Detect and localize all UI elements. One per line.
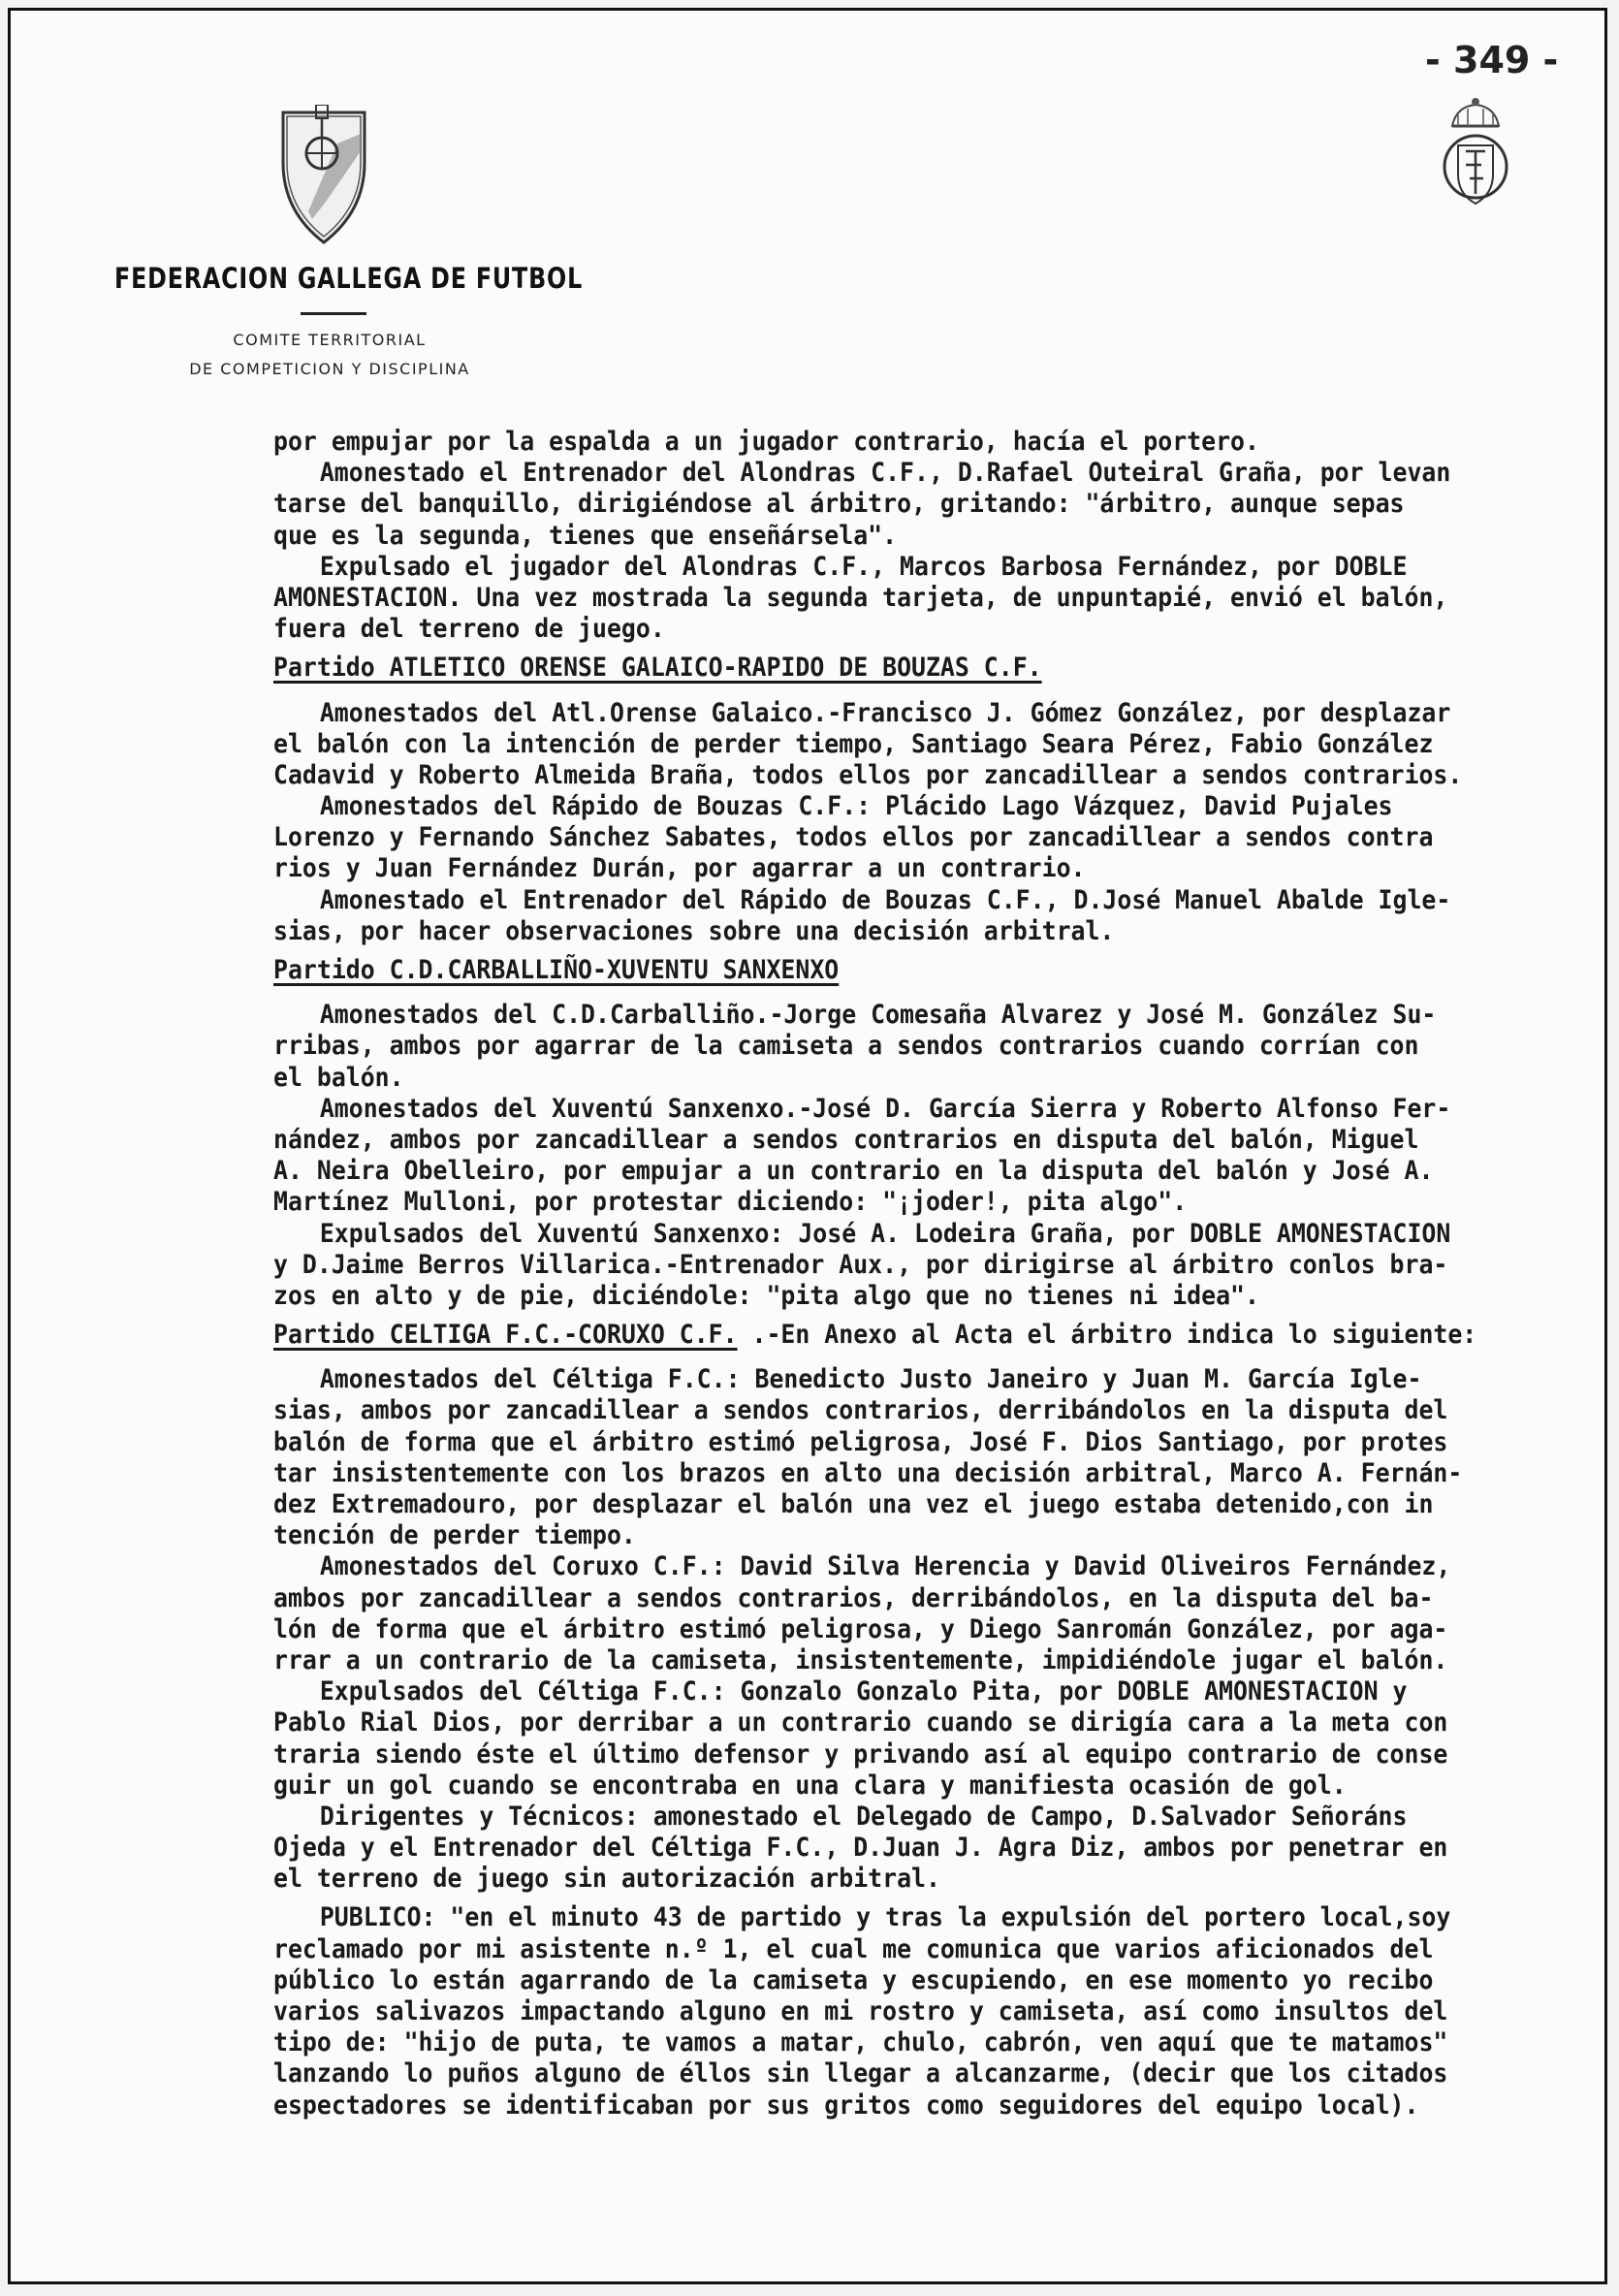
- match-heading: [273, 1320, 1486, 1351]
- document-body: [273, 427, 1486, 2121]
- paragraph: [273, 1094, 1486, 1219]
- text-line: Amonestados del Atl.Orense Galaico.-Francisco J. Gómez González, por desplazar: [319, 697, 1451, 728]
- paragraph: [273, 1219, 1486, 1313]
- match-title: Partido C.D.CARBALLIÑO-XUVENTU SANXENXO: [273, 955, 840, 985]
- text-line: sias, por hacer observaciones sobre una decisión arbitral.: [273, 915, 1115, 946]
- text-line: PUBLICO: "en el minuto 43 de partido y tras la expulsión del portero local,soy: [319, 1902, 1451, 1933]
- organization-name: FEDERACION GALLEGA DE FUTBOL: [114, 262, 584, 295]
- committee-name: [136, 326, 524, 384]
- paragraph: [273, 427, 1486, 458]
- match-title: Partido CELTIGA F.C.-CORUXO C.F.: [273, 1320, 738, 1351]
- paragraph: [273, 698, 1486, 792]
- paragraph: [273, 1802, 1486, 1896]
- text-line: tipo de: "hijo de puta, te vamos a matar, chulo, cabrón, ven aquí que te matamos": [273, 2027, 1448, 2058]
- text-line: Expulsado el jugador del Alondras C.F., Marcos Barbosa Fernández, por DOBLE: [319, 551, 1408, 582]
- text-line: AMONESTACION. Una vez mostrada la segunda tarjeta, de unpuntapié, envió el balón,: [273, 582, 1448, 613]
- text-line: Amonestados del Rápido de Bouzas C.F.: Plácido Lago Vázquez, David Pujales: [319, 791, 1393, 822]
- text-line: Cadavid y Roberto Almeida Braña, todos ellos por zancadillear a sendos contrarios.: [273, 759, 1463, 790]
- text-line: Lorenzo y Fernando Sánchez Sabates, todos ellos por zancadillear a sendos contra: [273, 822, 1434, 853]
- text-line: lón de forma que el árbitro estimó peligrosa, y Diego Sanromán González, por aga-: [273, 1613, 1448, 1644]
- text-line: espectadores se identificaban por sus gritos como seguidores del equipo local).: [273, 2089, 1419, 2121]
- text-line: tención de perder tiempo.: [273, 1520, 636, 1551]
- text-line: rribas, ambos por agarrar de la camiseta a sendos contrarios cuando corrían con: [273, 1031, 1419, 1062]
- text-line: sias, ambos por zancadillear a sendos contrarios, derribándolos en la disputa del: [273, 1395, 1448, 1426]
- text-line: traria siendo éste el último defensor y privando así al equipo contrario de conse: [273, 1738, 1448, 1770]
- text-line: lanzando lo puños alguno de éllos sin llegar a alcanzarme, (decir que los citados: [273, 2058, 1448, 2089]
- royal-federation-crest-logo: [1437, 97, 1514, 215]
- text-line: público lo están agarrando de la camiseta y escupiendo, en ese momento yo recibo: [273, 1964, 1434, 1995]
- paragraph: [273, 1364, 1486, 1551]
- text-line: que es la segunda, tienes que enseñársela".: [273, 520, 898, 551]
- text-line: Amonestados del Xuventú Sanxenxo.-José D. García Sierra y Roberto Alfonso Fer-: [319, 1093, 1451, 1124]
- text-line: Ojeda y el Entrenador del Céltiga F.C., D.Juan J. Agra Diz, ambos por penetrar en: [273, 1833, 1448, 1864]
- federation-shield-logo: [279, 105, 368, 245]
- text-line: y D.Jaime Berros Villarica.-Entrenador Aux., por dirigirse al árbitro conlos bra-: [273, 1249, 1448, 1280]
- text-line: Expulsados del Céltiga F.C.: Gonzalo Gonzalo Pita, por DOBLE AMONESTACION y: [319, 1676, 1408, 1707]
- text-line: fuera del terreno de juego.: [273, 614, 665, 645]
- text-line: tar insistentemente con los brazos en alto una decisión arbitral, Marco A. Fernán-: [273, 1457, 1463, 1488]
- header-divider: [301, 312, 366, 315]
- spacer: [273, 1895, 1486, 1902]
- text-line: Amonestado el Entrenador del Alondras C.F., D.Rafael Outeiral Graña, por levan: [319, 458, 1451, 489]
- text-line: el balón.: [273, 1062, 404, 1093]
- text-line: Amonestado el Entrenador del Rápido de Bouzas C.F., D.José Manuel Abalde Igle-: [319, 884, 1451, 915]
- paragraph: [273, 885, 1486, 947]
- paragraph: [273, 1551, 1486, 1676]
- paragraph: [273, 458, 1486, 552]
- text-line: Amonestados del Coruxo C.F.: David Silva Herencia y David Oliveiros Fernández,: [319, 1551, 1451, 1582]
- match-heading-note: .-En Anexo al Acta el árbitro indica lo siguiente:: [737, 1320, 1477, 1351]
- text-line: reclamado por mi asistente n.º 1, el cual me comunica que varios aficionados del: [273, 1933, 1434, 1964]
- match-title: Partido ATLETICO ORENSE GALAICO-RAPIDO DE BOUZAS C.F.: [273, 653, 1042, 684]
- paragraph: [273, 1676, 1486, 1802]
- text-line: varios salivazos impactando alguno en mi rostro y camiseta, así como insultos del: [273, 1996, 1448, 2026]
- paragraph: [273, 552, 1486, 646]
- paragraph: [273, 1902, 1486, 2121]
- paragraph: [273, 791, 1486, 885]
- match-heading: [273, 653, 1486, 684]
- text-line: dez Extremadouro, por desplazar el balón una vez el juego estaba detenido,con in: [273, 1489, 1434, 1519]
- text-line: tarse del banquillo, dirigiéndose al árbitro, gritando: "árbitro, aunque sepas: [273, 489, 1405, 520]
- text-line: A. Neira Obelleiro, por empujar a un contrario en la disputa del balón y José A.: [273, 1156, 1434, 1187]
- page-number: - 349 -: [1425, 39, 1559, 81]
- committee-line-2: DE COMPETICION Y DISCIPLINA: [189, 360, 470, 378]
- text-line: Amonestados del C.D.Carballiño.-Jorge Comesaña Alvarez y José M. González Su-: [319, 1000, 1437, 1031]
- match-heading: [273, 955, 1486, 986]
- text-line: Martínez Mulloni, por protestar diciendo: "¡joder!, pita algo".: [273, 1187, 1188, 1218]
- text-line: nández, ambos por zancadillear a sendos contrarios en disputa del balón, Miguel: [273, 1124, 1419, 1155]
- text-line: por empujar por la espalda a un jugador contrario, hacía el portero.: [273, 427, 1259, 457]
- committee-line-1: COMITE TERRITORIAL: [233, 331, 427, 349]
- text-line: balón de forma que el árbitro estimó peligrosa, José F. Dios Santiago, por protes: [273, 1426, 1448, 1457]
- text-line: guir un gol cuando se encontraba en una clara y manifiesta ocasión de gol.: [273, 1770, 1347, 1801]
- text-line: el balón con la intención de perder tiempo, Santiago Seara Pérez, Fabio González: [273, 728, 1434, 759]
- text-line: Pablo Rial Dios, por derribar a un contrario cuando se dirigía cara a la meta con: [273, 1707, 1448, 1738]
- text-line: Expulsados del Xuventú Sanxenxo: José A. Lodeira Graña, por DOBLE AMONESTACION: [319, 1218, 1451, 1249]
- paragraph: [273, 1000, 1486, 1094]
- text-line: Dirigentes y Técnicos: amonestado el Delegado de Campo, D.Salvador Señoráns: [319, 1801, 1408, 1832]
- text-line: Amonestados del Céltiga F.C.: Benedicto Justo Janeiro y Juan M. García Igle-: [319, 1364, 1422, 1395]
- text-line: zos en alto y de pie, diciéndole: "pita algo que no tienes ni idea".: [273, 1280, 1259, 1311]
- text-line: rios y Juan Fernández Durán, por agarrar a un contrario.: [273, 853, 1086, 884]
- text-line: ambos por zancadillear a sendos contrarios, derribándolos, en la disputa del ba-: [273, 1582, 1434, 1613]
- text-line: el terreno de juego sin autorización arbitral.: [273, 1864, 940, 1895]
- text-line: rrar a un contrario de la camiseta, insistentemente, impidiéndole jugar el balón.: [273, 1644, 1448, 1675]
